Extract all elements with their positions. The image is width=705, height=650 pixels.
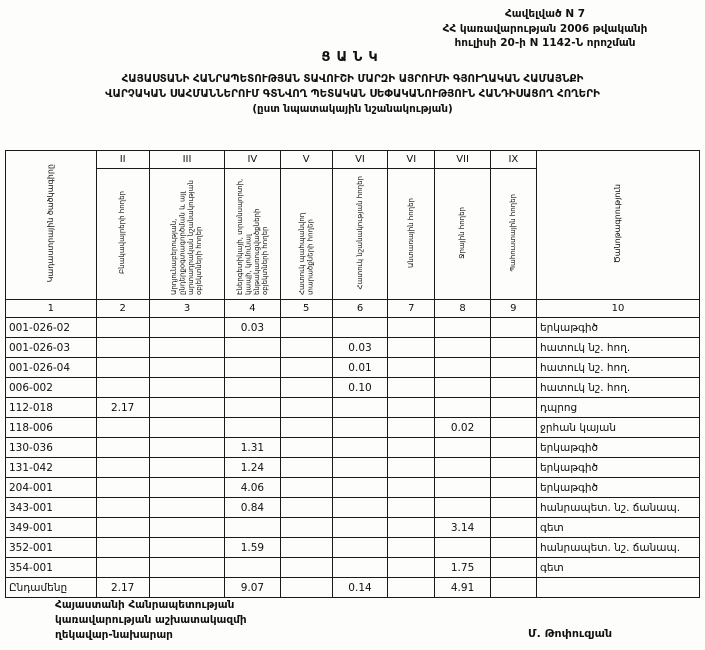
- subtitle-line-1: ՀԱՅԱՍՏԱՆԻ ՀԱՆՐԱՊԵՏՈՒԹՅԱՆ ՏԱՎՈՒՇԻ ՄԱՐԶԻ ԱՅՐՈՒՄԻ ԳՅՈՒՂԱԿԱՆ ՀԱՄԱՅՆՔԻ: [121, 73, 584, 85]
- area-value-cell: [280, 438, 332, 458]
- area-value-cell: [435, 338, 490, 358]
- area-value-cell: 1.24: [225, 458, 280, 478]
- document-subtitle: [0, 72, 705, 117]
- area-value-cell: [149, 398, 224, 418]
- column-number: 2: [96, 300, 149, 318]
- area-value-cell: [96, 358, 149, 378]
- area-value-cell: [490, 418, 536, 438]
- subtitle-line-2: ՎԱՐՉԱԿԱՆ ՍԱՀՄԱՆՆԵՐՈՒՄ ԳՏՆՎՈՂ ՊԵՏԱԿԱՆ ՍԵՓԱԿԱՆՈՒԹՅՈՒՆ ՀԱՆԴԻՍԱՑՈՂ ՀՈՂԵՐԻ: [105, 87, 600, 100]
- annex-header: [390, 7, 700, 51]
- area-value-cell: [388, 558, 435, 578]
- area-value-cell: [332, 418, 387, 438]
- cadastral-code-header-cell: [6, 151, 97, 300]
- table-row: [6, 518, 700, 538]
- category-header-cell: [96, 169, 149, 300]
- column-number: 8: [435, 300, 490, 318]
- area-value-cell: 1.75: [435, 558, 490, 578]
- area-value-cell: 2.17: [96, 578, 149, 598]
- area-value-cell: [280, 478, 332, 498]
- column-number: 4: [225, 300, 280, 318]
- cadastral-code-cell: 118-006: [6, 418, 97, 438]
- area-value-cell: 0.01: [332, 358, 387, 378]
- area-value-cell: [280, 378, 332, 398]
- table-row: [6, 338, 700, 358]
- note-cell: երկաթգիծ: [537, 478, 700, 498]
- note-cell: հատուկ նշ. հող.: [537, 378, 700, 398]
- roman-numeral: III: [149, 151, 224, 169]
- roman-numeral: II: [96, 151, 149, 169]
- area-value-cell: [149, 478, 224, 498]
- area-value-cell: [332, 538, 387, 558]
- area-value-cell: [225, 338, 280, 358]
- category-header-water: Ջրային հողեր: [458, 206, 467, 259]
- note-cell: երկաթգիծ: [537, 438, 700, 458]
- cadastral-code-cell: 001-026-03: [6, 338, 97, 358]
- area-value-cell: [149, 578, 224, 598]
- area-value-cell: [435, 538, 490, 558]
- category-header-cell: [388, 169, 435, 300]
- signatory-name: Մ. Թոփուզյան: [528, 627, 613, 640]
- cadastral-code-cell: 343-001: [6, 498, 97, 518]
- note-cell: գետ: [537, 558, 700, 578]
- table-row: [6, 478, 700, 498]
- area-value-cell: [435, 498, 490, 518]
- area-value-cell: [280, 358, 332, 378]
- area-value-cell: [96, 518, 149, 538]
- table-row: [6, 538, 700, 558]
- area-value-cell: [388, 318, 435, 338]
- area-value-cell: [435, 458, 490, 478]
- cadastral-code-cell: 006-002: [6, 378, 97, 398]
- area-value-cell: [388, 578, 435, 598]
- area-value-cell: 0.03: [332, 338, 387, 358]
- area-value-cell: 4.06: [225, 478, 280, 498]
- area-value-cell: [388, 378, 435, 398]
- note-cell: հատուկ նշ. հող.: [537, 338, 700, 358]
- land-categories-table: [5, 150, 700, 598]
- note-cell: երկաթգիծ: [537, 458, 700, 478]
- category-header-cell: [332, 169, 387, 300]
- area-value-cell: [225, 558, 280, 578]
- area-value-cell: [149, 558, 224, 578]
- area-value-cell: [149, 538, 224, 558]
- subtitle-line-3: (ըստ նպատակային նշանակության): [252, 102, 453, 115]
- area-value-cell: [490, 478, 536, 498]
- total-row: [6, 578, 700, 598]
- category-header-industry: Արդյունաբերության, ընդերքօգտագործման և այլ արտադրական նշանակության օբյեկտների հողեր: [170, 179, 204, 295]
- category-header-cell: [490, 169, 536, 300]
- area-value-cell: [332, 318, 387, 338]
- cadastral-code-cell: 352-001: [6, 538, 97, 558]
- area-value-cell: [490, 358, 536, 378]
- area-value-cell: [280, 338, 332, 358]
- area-value-cell: [490, 578, 536, 598]
- area-value-cell: [388, 438, 435, 458]
- note-header-cell: [537, 151, 700, 300]
- area-value-cell: [280, 318, 332, 338]
- area-value-cell: [280, 578, 332, 598]
- area-value-cell: [435, 478, 490, 498]
- roman-numeral: V: [280, 151, 332, 169]
- area-value-cell: [280, 498, 332, 518]
- category-header-reserve: Պահուստային հողեր: [509, 193, 518, 272]
- cadastral-code-cell: 001-026-02: [6, 318, 97, 338]
- area-value-cell: [280, 398, 332, 418]
- table-row: [6, 458, 700, 478]
- signatory-line-2: կառավարության աշխատակազմի: [55, 614, 247, 627]
- column-number-row: [6, 300, 700, 318]
- decree-year-line: ՀՀ կառավարության 2006 թվականի: [442, 22, 648, 35]
- note-cell: հատուկ նշ. հող.: [537, 358, 700, 378]
- area-value-cell: [225, 358, 280, 378]
- area-value-cell: [225, 378, 280, 398]
- category-header-settlements: Բնակավայրերի հողեր: [118, 191, 127, 274]
- area-value-cell: [149, 338, 224, 358]
- area-value-cell: [388, 338, 435, 358]
- area-value-cell: [280, 458, 332, 478]
- table-row: [6, 438, 700, 458]
- signatory-line-1: Հայաստանի Հանրապետության: [55, 599, 235, 611]
- category-header-forest: Անտառային հողեր: [407, 197, 416, 268]
- area-value-cell: 9.07: [225, 578, 280, 598]
- cadastral-code-cell: 001-026-04: [6, 358, 97, 378]
- area-value-cell: [225, 518, 280, 538]
- area-value-cell: [96, 558, 149, 578]
- roman-numeral-row: [6, 151, 700, 169]
- area-value-cell: [388, 418, 435, 438]
- area-value-cell: [332, 518, 387, 538]
- area-value-cell: 0.02: [435, 418, 490, 438]
- note-cell: հանրապետ. նշ. ճանապ.: [537, 538, 700, 558]
- roman-numeral: VI: [388, 151, 435, 169]
- area-value-cell: [149, 458, 224, 478]
- category-header-protected: Հատուկ պահպանվող տարածքների հողեր: [297, 212, 315, 295]
- note-header: Ծանոթագրություն: [613, 183, 623, 264]
- area-value-cell: 0.10: [332, 378, 387, 398]
- area-value-cell: [96, 378, 149, 398]
- note-cell: երկաթգիծ: [537, 318, 700, 338]
- area-value-cell: [388, 498, 435, 518]
- category-header-cell: [280, 169, 332, 300]
- cadastral-code-cell: 131-042: [6, 458, 97, 478]
- area-value-cell: [490, 558, 536, 578]
- area-value-cell: [149, 318, 224, 338]
- table-row: [6, 358, 700, 378]
- area-value-cell: [490, 318, 536, 338]
- area-value-cell: [490, 338, 536, 358]
- area-value-cell: [149, 498, 224, 518]
- table-row: [6, 558, 700, 578]
- note-cell: գետ: [537, 518, 700, 538]
- area-value-cell: [388, 358, 435, 378]
- note-cell: դպրոց: [537, 398, 700, 418]
- area-value-cell: [96, 338, 149, 358]
- area-value-cell: [435, 318, 490, 338]
- area-value-cell: [280, 418, 332, 438]
- area-value-cell: [332, 498, 387, 518]
- roman-numeral: IX: [490, 151, 536, 169]
- area-value-cell: [149, 358, 224, 378]
- area-value-cell: [280, 518, 332, 538]
- cadastral-code-cell: 112-018: [6, 398, 97, 418]
- area-value-cell: 0.14: [332, 578, 387, 598]
- area-value-cell: [332, 478, 387, 498]
- annex-number: Հավելված N 7: [504, 8, 586, 20]
- area-value-cell: [225, 398, 280, 418]
- area-value-cell: [280, 558, 332, 578]
- area-value-cell: [388, 478, 435, 498]
- area-value-cell: [332, 558, 387, 578]
- cadastral-code-cell: 130-036: [6, 438, 97, 458]
- area-value-cell: [490, 538, 536, 558]
- area-value-cell: [332, 458, 387, 478]
- note-cell: [537, 578, 700, 598]
- area-value-cell: [96, 438, 149, 458]
- area-value-cell: [96, 498, 149, 518]
- area-value-cell: [388, 458, 435, 478]
- signatory-title-block: [55, 598, 247, 644]
- roman-numeral: VI: [332, 151, 387, 169]
- column-number: 10: [537, 300, 700, 318]
- area-value-cell: [149, 418, 224, 438]
- decree-number-line: հուլիսի 20-ի N 1142-Ն որոշման: [454, 37, 636, 50]
- roman-numeral: VII: [435, 151, 490, 169]
- area-value-cell: [332, 438, 387, 458]
- column-number: 3: [149, 300, 224, 318]
- column-number: 9: [490, 300, 536, 318]
- table-row: [6, 378, 700, 398]
- area-value-cell: 3.14: [435, 518, 490, 538]
- table-row: [6, 318, 700, 338]
- column-number: 5: [280, 300, 332, 318]
- cadastral-code-header: Կադաստրային ծածկագիրը: [45, 164, 55, 283]
- table-row: [6, 398, 700, 418]
- area-value-cell: [332, 398, 387, 418]
- area-value-cell: [490, 498, 536, 518]
- total-label-cell: Ընդամենը: [6, 578, 97, 598]
- area-value-cell: [149, 518, 224, 538]
- cadastral-code-cell: 349-001: [6, 518, 97, 538]
- area-value-cell: [96, 418, 149, 438]
- area-value-cell: 1.31: [225, 438, 280, 458]
- area-value-cell: [149, 438, 224, 458]
- area-value-cell: [388, 538, 435, 558]
- area-value-cell: [388, 398, 435, 418]
- roman-numeral: IV: [225, 151, 280, 169]
- table-row: [6, 498, 700, 518]
- cadastral-code-cell: 204-001: [6, 478, 97, 498]
- table-row: [6, 418, 700, 438]
- area-value-cell: 1.59: [225, 538, 280, 558]
- category-header-cell: [435, 169, 490, 300]
- area-value-cell: [280, 538, 332, 558]
- area-value-cell: [435, 378, 490, 398]
- area-value-cell: [490, 518, 536, 538]
- column-number: 6: [332, 300, 387, 318]
- area-value-cell: [490, 378, 536, 398]
- area-value-cell: 4.91: [435, 578, 490, 598]
- area-value-cell: 0.03: [225, 318, 280, 338]
- area-value-cell: 2.17: [96, 398, 149, 418]
- area-value-cell: [490, 438, 536, 458]
- signatory-line-3: ղեկավար-նախարար: [55, 629, 173, 642]
- area-value-cell: [96, 478, 149, 498]
- area-value-cell: [225, 418, 280, 438]
- column-number: 7: [388, 300, 435, 318]
- area-value-cell: [96, 318, 149, 338]
- category-header-special: Հատուկ նշանակության հողեր: [355, 175, 364, 290]
- area-value-cell: [490, 458, 536, 478]
- cadastral-code-cell: 354-001: [6, 558, 97, 578]
- area-value-cell: [96, 458, 149, 478]
- area-value-cell: 0.84: [225, 498, 280, 518]
- area-value-cell: [149, 378, 224, 398]
- note-cell: հանրապետ. նշ. ճանապ.: [537, 498, 700, 518]
- category-header-cell: [149, 169, 224, 300]
- area-value-cell: [388, 518, 435, 538]
- area-value-cell: [490, 398, 536, 418]
- area-value-cell: [435, 358, 490, 378]
- area-value-cell: [435, 398, 490, 418]
- category-header-infrastructure: Էներգետիկայի, տրանսպորտի, կապի, կոմունալ ենթակառուցվածքների օբյեկտների հողեր: [235, 178, 269, 295]
- area-value-cell: [435, 438, 490, 458]
- category-header-cell: [225, 169, 280, 300]
- area-value-cell: [96, 538, 149, 558]
- page-title: ՑԱՆԿ: [321, 50, 384, 65]
- column-number: 1: [6, 300, 97, 318]
- note-cell: ջրհան կայան: [537, 418, 700, 438]
